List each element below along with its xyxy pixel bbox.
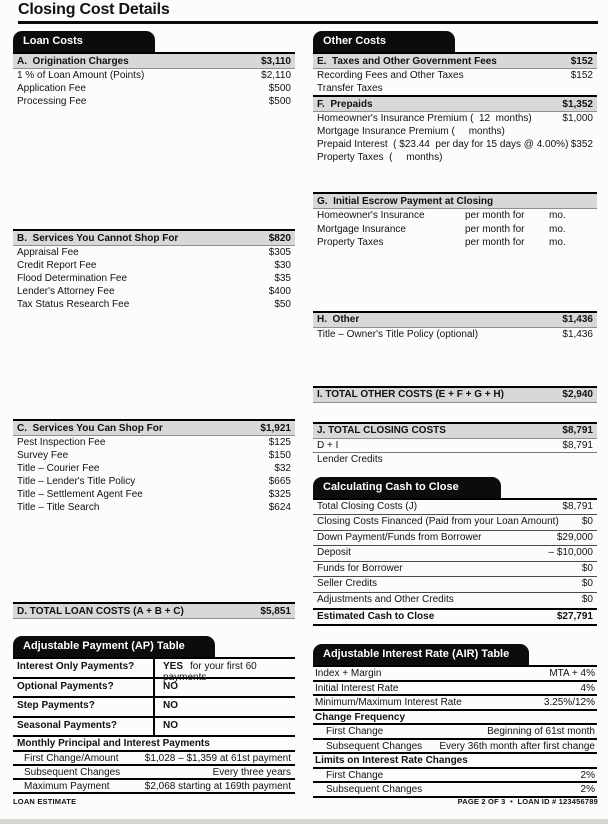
ap-answer-flag: YES <box>163 661 184 672</box>
air-label: Initial Interest Rate <box>315 682 399 694</box>
section-f-title: F. Prepaids <box>317 98 373 110</box>
section-a-title: A. Origination Charges <box>17 55 129 67</box>
escrow-row <box>313 236 597 250</box>
other-costs-tab: Other Costs <box>313 31 455 52</box>
section-d-title: D. TOTAL LOAN COSTS (A + B + C) <box>17 605 184 617</box>
escrow-per-month: per month for <box>465 210 525 221</box>
fee-label: Homeowner's Insurance Premium ( 12 months) <box>317 113 532 124</box>
fee-amount: $8,791 <box>562 439 593 451</box>
fee-label: Tax Status Research Fee <box>17 299 130 310</box>
air-row <box>313 696 597 711</box>
other-costs-column <box>313 31 597 798</box>
air-label: Minimum/Maximum Interest Rate <box>315 697 462 708</box>
cash-label: Seller Credits <box>317 578 378 590</box>
fee-amount: $325 <box>268 489 291 500</box>
fee-amount: $125 <box>268 437 291 448</box>
section-g-header <box>313 192 597 209</box>
ap-question: Seasonal Payments? <box>17 719 118 731</box>
fee-label: Transfer Taxes <box>317 83 383 94</box>
fee-label: Title – Settlement Agent Fee <box>17 489 143 500</box>
air-value: 2% <box>580 769 595 781</box>
section-c-services-can-shop <box>13 419 295 514</box>
fee-amount: $352 <box>570 139 593 150</box>
fee-row <box>313 138 597 151</box>
ap-monthly-label: Maximum Payment <box>24 781 110 792</box>
section-i-amount: $2,940 <box>562 389 593 400</box>
section-i-total-other-costs <box>313 386 597 403</box>
fee-row <box>313 125 597 138</box>
fee-label: Recording Fees and Other Taxes <box>317 70 464 81</box>
air-value: MTA + 4% <box>549 668 595 679</box>
loan-costs-tab: Loan Costs <box>13 31 155 52</box>
fee-label: Pest Inspection Fee <box>17 437 106 448</box>
ap-monthly-row <box>13 780 295 794</box>
ap-table <box>13 657 295 794</box>
fee-amount: $400 <box>268 286 291 297</box>
fee-row <box>13 246 295 259</box>
air-label: Index + Margin <box>315 668 382 679</box>
air-row <box>313 740 597 755</box>
cash-row <box>313 515 597 531</box>
section-j-header <box>313 422 597 439</box>
air-limits-subheader: Limits on Interest Rate Changes <box>313 754 597 769</box>
ap-answer-flag: NO <box>163 719 178 731</box>
fee-row <box>13 449 295 462</box>
ap-answer-note: for your first 60 payments <box>163 661 257 683</box>
fee-row <box>313 151 597 164</box>
section-e-title: E. Taxes and Other Government Fees <box>317 55 497 67</box>
ap-monthly-row <box>13 766 295 780</box>
fee-row <box>13 95 295 108</box>
cash-amount: $0 <box>581 562 593 574</box>
ap-answer <box>153 698 295 716</box>
section-h-title: H. Other <box>317 314 360 325</box>
fee-label: Flood Determination Fee <box>17 273 128 284</box>
air-row <box>313 667 597 682</box>
ap-row-seasonal <box>13 718 295 738</box>
fee-label: Title – Lender's Title Policy <box>17 476 136 487</box>
fee-row <box>313 453 597 466</box>
fee-amount: $2,110 <box>261 70 291 81</box>
escrow-months: mo. <box>549 237 566 248</box>
fee-row <box>313 112 597 125</box>
escrow-label: Homeowner's Insurance <box>317 210 425 221</box>
fee-label: Processing Fee <box>17 96 87 107</box>
cash-label: Funds for Borrower <box>317 562 403 574</box>
footer-form-name: LOAN ESTIMATE <box>13 797 77 806</box>
air-table-tab: Adjustable Interest Rate (AIR) Table <box>313 644 529 665</box>
section-h-header <box>313 311 597 328</box>
fee-amount: $624 <box>268 502 291 513</box>
section-e-taxes-government-fees <box>313 52 597 95</box>
air-row <box>313 769 597 784</box>
cash-amount: $29,000 <box>556 531 593 543</box>
ap-question: Step Payments? <box>17 700 95 711</box>
section-j-total-closing-costs <box>313 422 597 466</box>
escrow-label: Mortgage Insurance <box>317 223 406 235</box>
fee-label: Mortgage Insurance Premium ( months) <box>317 126 505 137</box>
section-b-amount: $820 <box>268 232 291 244</box>
fee-label: Prepaid Interest ( $23.44 per day for 15 days @ 4.00%) <box>317 139 569 150</box>
ap-question: Interest Only Payments? <box>17 661 135 672</box>
fee-label: Property Taxes ( months) <box>317 152 443 163</box>
fee-row <box>13 436 295 449</box>
section-b-services-cannot-shop <box>13 229 295 311</box>
fee-amount: $152 <box>570 70 593 81</box>
fee-label: Title – Courier Fee <box>17 463 100 474</box>
cash-label: Down Payment/Funds from Borrower <box>317 531 482 543</box>
section-c-amount: $1,921 <box>260 422 291 434</box>
section-h-amount: $1,436 <box>562 314 593 325</box>
fee-label: Title – Title Search <box>17 502 100 513</box>
fee-amount: $35 <box>274 273 291 284</box>
air-row <box>313 682 597 697</box>
fee-amount: $32 <box>274 463 291 474</box>
escrow-per-month: per month for <box>465 237 525 248</box>
escrow-label: Property Taxes <box>317 237 384 248</box>
fee-row <box>13 501 295 514</box>
air-value: 2% <box>580 784 595 795</box>
cash-label: Deposit <box>317 547 351 559</box>
air-value: Beginning of 61st month <box>487 726 595 737</box>
section-h-other <box>313 311 597 341</box>
page-title: Closing Cost Details <box>18 1 170 18</box>
fee-amount: $50 <box>274 299 291 310</box>
cash-amount: $0 <box>581 578 593 590</box>
fee-amount: $665 <box>268 476 291 487</box>
ap-answer <box>153 679 295 697</box>
ap-row-step <box>13 698 295 718</box>
section-e-header <box>313 52 597 69</box>
section-a-amount: $3,110 <box>260 55 291 67</box>
section-j-amount: $8,791 <box>562 425 593 436</box>
air-label: Subsequent Changes <box>326 740 423 752</box>
fee-row <box>13 259 295 272</box>
air-row <box>313 783 597 798</box>
fee-amount: $30 <box>274 260 291 271</box>
fee-label: Appraisal Fee <box>17 247 79 258</box>
section-j-title: J. TOTAL CLOSING COSTS <box>317 425 446 436</box>
loan-costs-column <box>13 31 295 794</box>
estimated-cash-to-close-row <box>313 608 597 624</box>
fee-row <box>13 285 295 298</box>
cash-row <box>313 562 597 578</box>
section-b-header <box>13 229 295 246</box>
cash-label: Total Closing Costs (J) <box>317 500 418 512</box>
ap-monthly-label: First Change/Amount <box>24 753 119 764</box>
section-a-origination-charges <box>13 52 295 108</box>
ap-table-tab: Adjustable Payment (AP) Table <box>13 636 215 657</box>
fee-row <box>13 82 295 95</box>
air-value: Every 36th month after first change <box>439 740 595 752</box>
escrow-row <box>313 209 597 223</box>
ap-answer <box>153 718 295 736</box>
section-f-amount: $1,352 <box>562 98 593 110</box>
fee-label: Survey Fee <box>17 450 69 461</box>
air-value: 4% <box>580 682 595 694</box>
section-i-title: I. TOTAL OTHER COSTS (E + F + G + H) <box>317 389 504 400</box>
fee-amount: $150 <box>268 450 291 461</box>
fee-label: Title – Owner's Title Policy (optional) <box>317 328 479 340</box>
section-e-amount: $152 <box>570 55 593 67</box>
section-d-amount: $5,851 <box>260 605 291 617</box>
fee-row <box>313 328 597 341</box>
fee-label: Credit Report Fee <box>17 260 97 271</box>
footer-page-loan-id: PAGE 2 OF 3 • LOAN ID # 123456789 <box>457 797 598 806</box>
section-b-title: B. Services You Cannot Shop For <box>17 232 179 244</box>
fee-row <box>13 298 295 311</box>
ap-monthly-value: $1,028 – $1,359 at 61st payment <box>144 753 291 764</box>
fee-row <box>313 69 597 82</box>
fee-amount: $305 <box>268 247 291 258</box>
section-c-header <box>13 419 295 436</box>
cash-row <box>313 500 597 516</box>
ap-monthly-row <box>13 752 295 766</box>
page-footer <box>13 797 598 806</box>
fee-label: D + I <box>317 439 339 451</box>
air-label: First Change <box>326 769 384 781</box>
ap-monthly-value: Every three years <box>212 767 291 778</box>
scan-edge-artifact <box>0 819 608 824</box>
fee-label: Lender Credits <box>317 453 383 465</box>
fee-row <box>313 82 597 95</box>
air-label: First Change <box>326 726 384 737</box>
cash-row <box>313 546 597 562</box>
fee-label: Lender's Attorney Fee <box>17 286 115 297</box>
ap-row-optional <box>13 679 295 699</box>
cash-amount: $0 <box>581 516 593 528</box>
fee-row <box>13 462 295 475</box>
escrow-months: mo. <box>549 223 566 235</box>
cash-amount: $8,791 <box>562 500 593 512</box>
ap-answer-flag: NO <box>163 700 178 711</box>
section-f-prepaids <box>313 95 597 164</box>
escrow-months: mo. <box>549 210 566 221</box>
cash-to-close-tab: Calculating Cash to Close <box>313 477 501 498</box>
fee-label: 1 % of Loan Amount (Points) <box>17 70 145 81</box>
ap-monthly-value: $2,068 starting at 169th payment <box>144 781 291 792</box>
air-label: Subsequent Changes <box>326 784 423 795</box>
fee-row <box>313 439 597 453</box>
cash-label: Adjustments and Other Credits <box>317 594 454 606</box>
cash-label: Estimated Cash to Close <box>317 611 435 622</box>
section-d-total-loan-costs <box>13 602 295 619</box>
cash-amount: – $10,000 <box>548 547 593 559</box>
cash-label: Closing Costs Financed (Paid from your Loan Amount) <box>317 516 559 528</box>
ap-monthly-label: Subsequent Changes <box>24 767 121 778</box>
fee-row <box>13 69 295 82</box>
fee-row <box>13 475 295 488</box>
cash-amount: $0 <box>581 594 593 606</box>
fee-amount: $500 <box>268 83 291 94</box>
escrow-row <box>313 223 597 237</box>
fee-row <box>13 272 295 285</box>
ap-monthly-subheader: Monthly Principal and Interest Payments <box>13 737 295 752</box>
fee-row <box>13 488 295 501</box>
ap-row-interest-only <box>13 659 295 683</box>
fee-amount: $500 <box>268 96 291 107</box>
ap-answer-flag: NO <box>163 680 178 692</box>
fee-amount: $1,436 <box>562 328 593 340</box>
section-c-title: C. Services You Can Shop For <box>17 422 163 434</box>
air-row <box>313 725 597 740</box>
air-table <box>313 665 597 798</box>
section-a-header <box>13 52 295 69</box>
cash-amount: $27,791 <box>556 611 593 622</box>
fee-amount: $1,000 <box>562 113 593 124</box>
cash-row <box>313 577 597 593</box>
fee-label: Application Fee <box>17 83 86 94</box>
section-f-header <box>313 95 597 112</box>
title-divider <box>18 21 598 24</box>
air-value: 3.25%/12% <box>543 697 595 708</box>
cash-row <box>313 531 597 547</box>
section-g-title: G. Initial Escrow Payment at Closing <box>317 195 494 207</box>
air-change-frequency-subheader: Change Frequency <box>313 711 597 726</box>
ap-question: Optional Payments? <box>17 680 114 692</box>
section-g-initial-escrow <box>313 192 597 250</box>
cash-to-close-table <box>313 498 597 627</box>
escrow-per-month: per month for <box>465 223 525 235</box>
cash-row <box>313 593 597 609</box>
